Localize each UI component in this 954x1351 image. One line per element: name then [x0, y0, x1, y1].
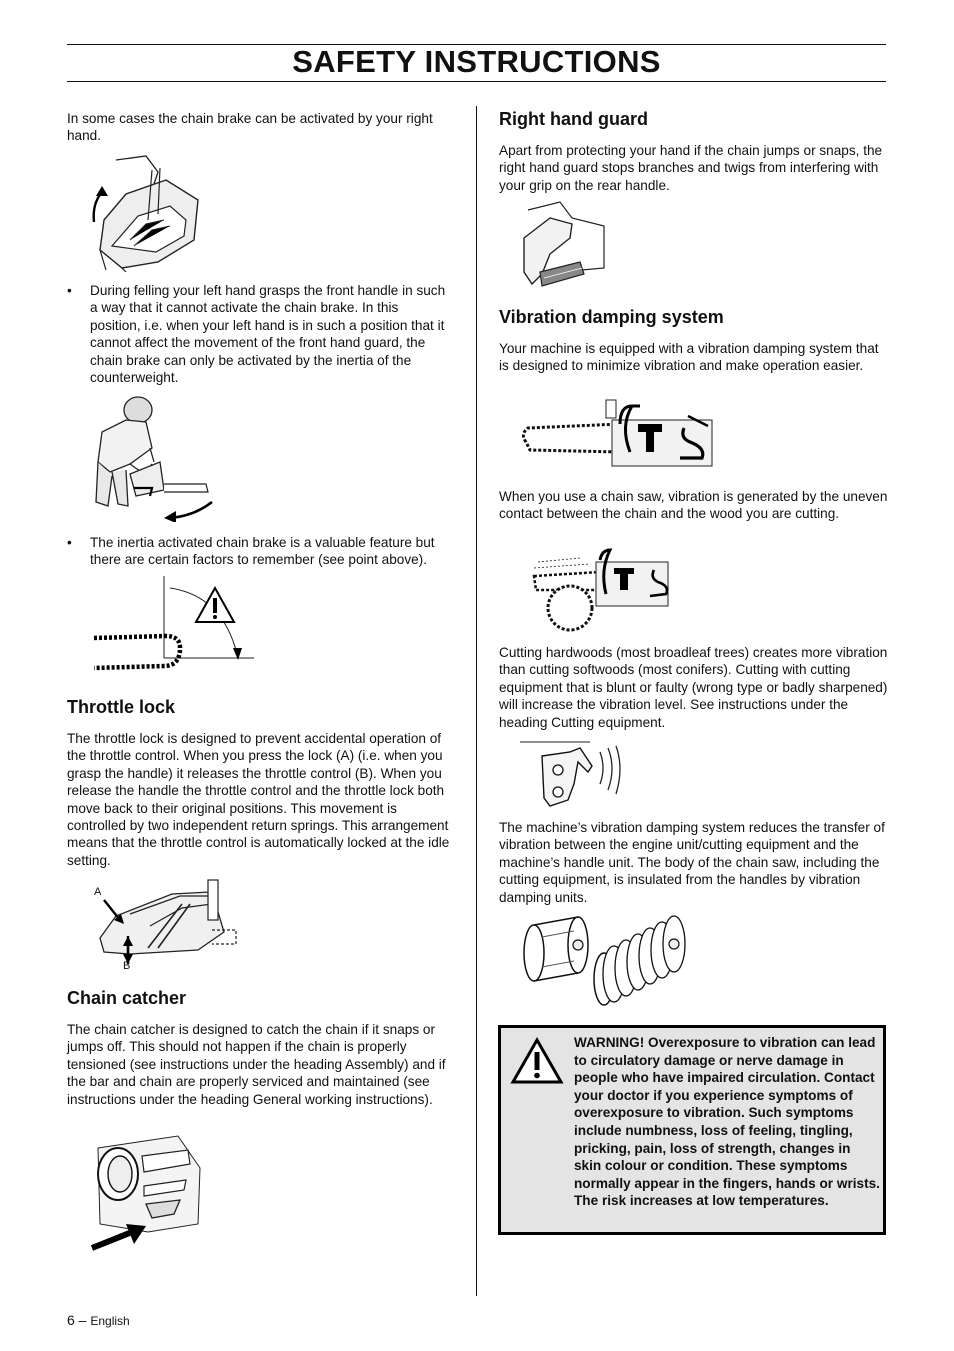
vibration-text-4: The machine’s vibration damping system reduces the transfer of vibration between the engine unit/cutting equipment and the machine’s handle unit. The body of the chain saw, including the cutting equipment, is insulated from the handles by vibration damping units. — [499, 820, 885, 905]
right-hand-guard-illustration — [520, 198, 608, 292]
vibration-warning-box — [498, 1025, 886, 1235]
page-number: 6 – — [67, 1312, 87, 1328]
warning-text: WARNING! Overexposure to vibration can lead to circulatory damage or nerve damage in people who have impaired circulation. Contact your doctor if you experience symptoms of overexposure to vibration. Such symptoms include numbness, loss of feeling, tingling, pricking, pain, loss of strength, changes in skin colour or condition. These symptoms normally appear in the fingers, hands or wrists. The risk increases at low temperatures. — [574, 1035, 880, 1209]
header-bottom-rule — [67, 81, 886, 82]
footer-language: English — [90, 1314, 130, 1328]
bullet-symbol: • — [67, 283, 72, 298]
label-b: B — [123, 960, 131, 972]
chain-catcher-heading: Chain catcher — [67, 988, 187, 1008]
felling-operator-illustration — [90, 392, 220, 522]
column-divider — [476, 106, 477, 1296]
chain-catcher-illustration — [88, 1128, 204, 1256]
label-a: A — [94, 886, 102, 898]
page-footer — [67, 1312, 130, 1328]
bullet-text: The inertia activated chain brake is a valuable feature but there are certain factors to remember (see point above). — [90, 535, 435, 568]
vibration-text-3: Cutting hardwoods (most broadleaf trees) creates more vibration than cutting softwoods (most conifers). Cutting with cutting equipment that is blunt or faulty (wrong type or badly sharpened) will increase the vibration level. See instructions under the heading Cutting equipment. — [499, 645, 888, 730]
bullet-text: During felling your left hand grasps the front handle in such a way that it cannot activate the chain brake. In this position, i.e. when your left hand is in such a position that it cannot affect the movement of the front hand guard, the chain brake can only be activated by the inertia of the counterweight. — [90, 283, 446, 386]
warning-triangle-icon — [509, 1036, 565, 1086]
vibration-text-1: Your machine is equipped with a vibration damping system that is designed to minimize vibration and make operation easier. — [499, 341, 879, 374]
right-hand-guard-heading: Right hand guard — [499, 109, 648, 129]
intro-text: In some cases the chain brake can be activated by your right hand. — [67, 111, 433, 144]
page-title: SAFETY INSTRUCTIONS — [292, 44, 661, 79]
chainsaw-cutting-illustration — [530, 546, 675, 634]
right-hand-guard-text: Apart from protecting your hand if the chain jumps or snaps, the right hand guard stops branches and twigs from interfering with your grip on the rear handle. — [499, 143, 883, 193]
right-hand-brake-illustration — [86, 150, 206, 272]
chainsaw-side-illustration — [520, 394, 715, 474]
throttle-lock-heading: Throttle lock — [67, 697, 176, 717]
bullet-item — [67, 282, 457, 388]
throttle-lock-text: The throttle lock is designed to prevent accidental operation of the throttle control. When you press the lock (A) (i.e. when you grasp the handle) it releases the throttle control (B). When you release the handle the throttle control and the throttle lock both move back to their original positions. This movement is controlled by two independent return springs. This arrangement means that the throttle control is automatically locked at the idle setting. — [67, 731, 450, 868]
bullet-item — [67, 534, 457, 570]
chain-cutter-illustration — [520, 738, 626, 810]
vibration-damper-illustration — [518, 911, 694, 1007]
vibration-text-2: When you use a chain saw, vibration is generated by the uneven contact between the chain and the wood you are cutting. — [499, 489, 888, 522]
throttle-lock-illustration — [90, 874, 240, 974]
bullet-symbol: • — [67, 535, 72, 550]
kickback-angle-illustration — [92, 574, 258, 686]
vibration-heading: Vibration damping system — [499, 307, 724, 327]
chain-catcher-text: The chain catcher is designed to catch the chain if it snaps or jumps off. This should not happen if the chain is properly tensioned (see instructions under the heading Assembly) and if the bar and chain are properly serviced and maintained (see instructions under the heading General working instructions). — [67, 1022, 446, 1107]
